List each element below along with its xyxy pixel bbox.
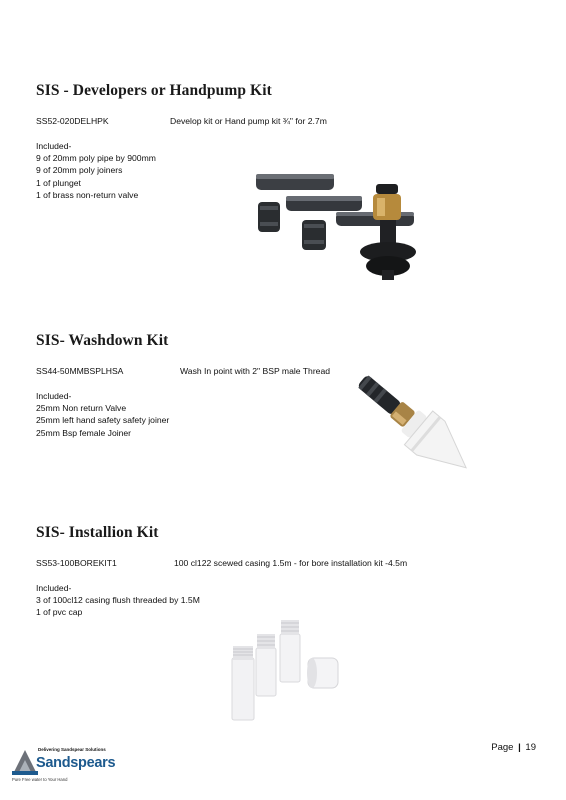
sandspears-logo [10, 744, 120, 784]
section-title-developers-kit: SIS - Developers or Handpump Kit [36, 82, 272, 99]
included-item: 3 of 100cl12 casing flush threaded by 1.5M [36, 595, 200, 606]
product-description: Develop kit or Hand pump kit ¾" for 2.7m [170, 116, 327, 126]
included-item: Included- [36, 391, 72, 401]
logo-icon [12, 746, 38, 776]
included-item: 1 of brass non-return valve [36, 189, 139, 200]
logo-brand: Sandspears [36, 755, 116, 771]
included-list-installion-kit [36, 582, 200, 619]
washdown-kit-photo [348, 362, 480, 486]
included-list-washdown-kit [36, 390, 169, 439]
developers-kit-photo [246, 170, 426, 285]
product-description: Wash In point with 2" BSP male Thread [180, 366, 331, 376]
included-item: 25mm Non return Valve [36, 403, 127, 414]
included-item: 1 of plunget [36, 177, 81, 188]
product-code: SS52-020DELHPK [36, 116, 109, 126]
product-line-washdown-kit [36, 366, 331, 376]
installion-kit-photo [226, 614, 346, 724]
product-code: SS53-100BOREKIT1 [36, 558, 117, 568]
included-item: 25mm Bsp female Joiner [36, 427, 132, 438]
section-title-installion-kit: SIS- Installion Kit [36, 524, 159, 541]
product-code: SS44-50MMBSPLHSA [36, 366, 124, 376]
included-item: 1 of pvc cap [36, 607, 83, 618]
included-item: 25mm left hand safety safety joiner [36, 415, 170, 426]
page-number [491, 742, 536, 753]
product-line-installion-kit [36, 558, 408, 568]
included-item: 9 of 20mm poly pipe by 900mm [36, 153, 156, 164]
page-number-value: 19 [525, 742, 536, 753]
included-item: 9 of 20mm poly joiners [36, 165, 123, 176]
section-title-washdown-kit: SIS- Washdown Kit [36, 332, 169, 349]
logo-tagline: Delivering Sandspear Solutions [38, 747, 106, 752]
included-item: Included- [36, 583, 72, 593]
logo-subline: Pure Free water to Your Hand [12, 777, 68, 782]
page-label: Page [491, 742, 514, 753]
product-line-developers-kit [36, 116, 327, 126]
included-list-developers-kit [36, 140, 156, 201]
included-item: Included- [36, 141, 72, 151]
product-description: 100 cl122 scewed casing 1.5m - for bore installation kit -4.5m [174, 558, 408, 568]
page-separator: | [518, 742, 521, 753]
